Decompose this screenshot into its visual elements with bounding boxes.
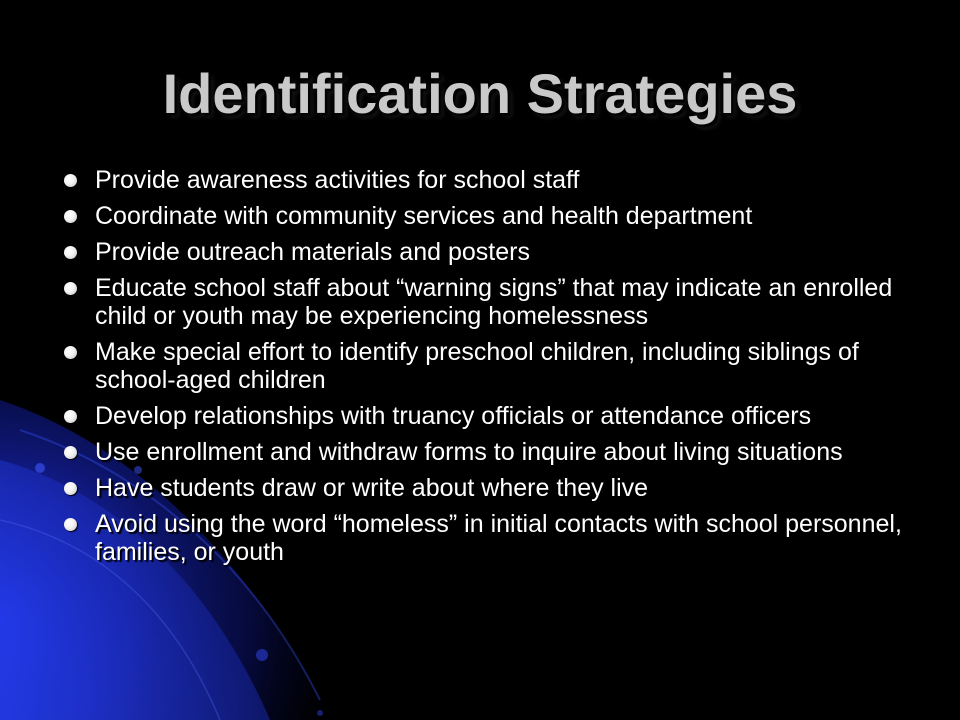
bullet-text: Coordinate with community services and health department [95, 202, 753, 230]
bullet-text: Have students draw or write about where they live [95, 474, 649, 502]
bullet-dot-icon [64, 246, 77, 259]
list-item [62, 510, 912, 566]
bullet-dot-icon [64, 346, 77, 359]
bullet-text: Provide awareness activities for school staff [95, 166, 580, 194]
bullet-dot-icon [64, 174, 77, 187]
bullet-dot-icon [64, 410, 77, 423]
list-item [62, 338, 912, 394]
bullet-list [62, 166, 912, 574]
list-item [62, 402, 912, 430]
list-item [62, 438, 912, 466]
list-item [62, 274, 912, 330]
bullet-dot-icon [64, 446, 77, 459]
list-item [62, 474, 912, 502]
bullet-text: Develop relationships with truancy officials or attendance officers [95, 402, 812, 430]
bullet-text: Educate school staff about “warning signs” that may indicate an enrolled child or youth may be experiencing homelessness [95, 274, 893, 330]
bullet-text: Make special effort to identify preschool children, including siblings of school-aged children [95, 338, 859, 394]
list-item [62, 202, 912, 230]
bullet-text: Use enrollment and withdraw forms to inquire about living situations [95, 438, 843, 466]
list-item [62, 238, 912, 266]
list-item [62, 166, 912, 194]
bullet-dot-icon [64, 482, 77, 495]
bullet-dot-icon [64, 210, 77, 223]
bullet-text: Provide outreach materials and posters [95, 238, 530, 266]
bullet-dot-icon [64, 518, 77, 531]
bullet-text: Avoid using the word “homeless” in initial contacts with school personnel, families, or youth [95, 510, 902, 566]
slide-title: Identification Strategies [162, 62, 798, 125]
bullet-dot-icon [64, 282, 77, 295]
